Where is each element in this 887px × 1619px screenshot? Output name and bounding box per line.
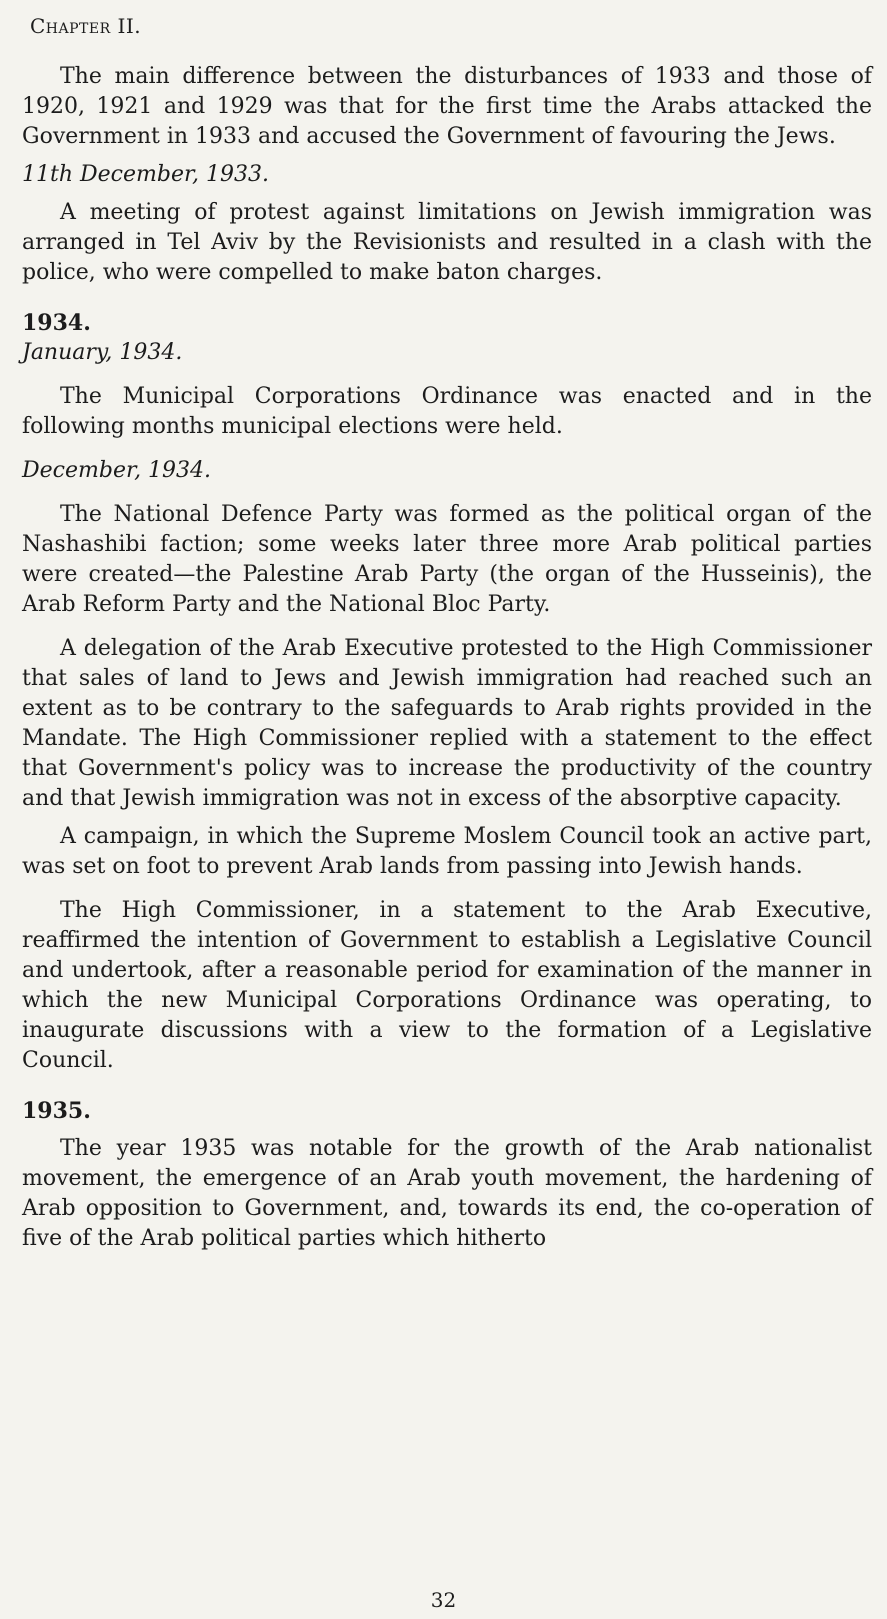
document-page [22, 14, 872, 1254]
dateline-january-1934: January, 1934. [22, 340, 183, 365]
paragraph-national-defence-party: The National Defence Party was formed as the political organ of the Nashashibi faction; some weeks later three more Arab political parties were created—the Palestine Arab Party (the organ of the Husseinis), the Arab Reform Party and the National Bloc Party. [22, 502, 872, 617]
paragraph-municipal-ordinance: The Municipal Corporations Ordinance was enacted and in the following months municipal elections were held. [22, 384, 872, 439]
year-heading-1935: 1935. [22, 1098, 91, 1124]
page-number: 32 [430, 1588, 457, 1612]
dateline-11-december-1933: 11th December, 1933. [22, 162, 270, 187]
paragraph-land-campaign: A campaign, in which the Supreme Moslem Council took an active part, was set on foot to prevent Arab lands from passing into Jewish hands. [22, 824, 872, 879]
dateline-december-1934: December, 1934. [22, 458, 212, 483]
paragraph-tel-aviv-protest: A meeting of protest against limitations on Jewish immigration was arranged in Tel Aviv by the Revisionists and resulted in a clash with the police, who were compelled to make baton charges. [22, 200, 872, 285]
paragraph-legislative-council: The High Commissioner, in a statement to the Arab Executive, reaffirmed the intention of Government to establish a Legislative Council and undertook, after a reasonable period for examination of the manner in which the new Municipal Corporations Ordinance was operating, to inaugurate discussions with a view to the formation of a Legislative Council. [22, 898, 872, 1073]
paragraph-arab-executive-delegation: A delegation of the Arab Executive protested to the High Commissioner that sales of land to Jews and Jewish immigration had reached such an extent as to be contrary to the safeguards to Arab rights provided in the Mandate. The High Commissioner replied with a statement to the effect that Government's policy was to increase the productivity of the country and that Jewish immigration was not in excess of the absorptive capacity. [22, 636, 872, 811]
chapter-heading: Chapter II. [30, 14, 142, 38]
paragraph-1935-nationalist-movement: The year 1935 was notable for the growth of the Arab nationalist movement, the emergence of an Arab youth movement, the hardening of Arab opposition to Government, and, towards its end, the co-operation of five of the Arab political parties which hitherto [22, 1136, 872, 1251]
year-heading-1934: 1934. [22, 310, 91, 336]
intro-paragraph: The main difference between the disturbances of 1933 and those of 1920, 1921 and 1929 was that for the first time the Arabs attacked the Government in 1933 and accused the Government of favouring the Jews. [22, 64, 872, 149]
